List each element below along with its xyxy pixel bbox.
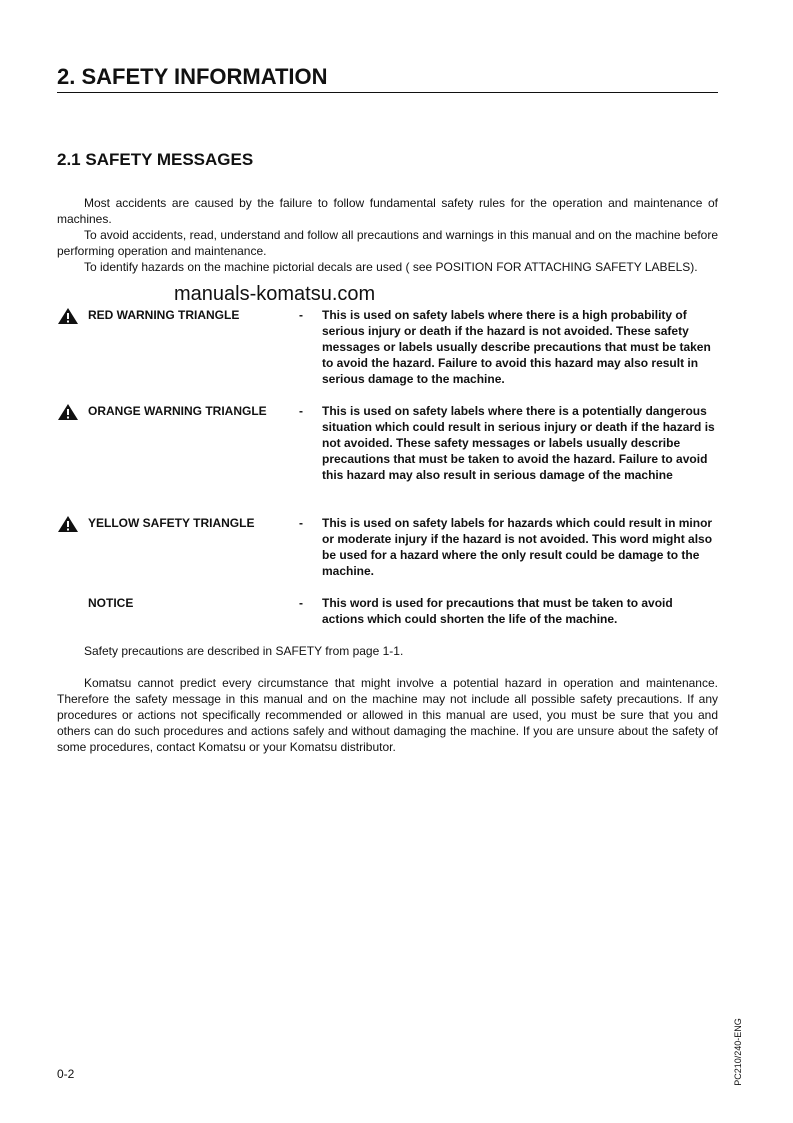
item-description: This is used on safety labels where there is a high probability of serious injury or death if the hazard is not avoided. These safety messages or labels usually describe precautions that must be taken to avoid the hazard. Failure to avoid this hazard may also result in serious damage to the machine.	[322, 308, 711, 386]
warning-triangle-icon	[57, 515, 79, 533]
intro-paragraph: To identify hazards on the machine pictorial decals are used ( see POSITION FOR ATTACHING SAFETY LABELS).	[84, 260, 698, 274]
item-description: This is used on safety labels where there is a potentially dangerous situation which could result in serious injury or death if the hazard is not avoided. These safety messages or labels usually describe precautions that must be taken to avoid the hazard. Failure to avoid this hazard may also result in serious damage of the machine	[322, 404, 715, 482]
item-description: This is used on safety labels for hazards which could result in minor or moderate injury if the hazard is not avoided. This word might also be used for a hazard where the only result could be damage to the machine.	[322, 516, 713, 578]
section-title: 2.1 SAFETY MESSAGES	[57, 150, 254, 169]
dash: -	[299, 596, 303, 610]
warning-triangle-icon	[57, 403, 79, 421]
chapter-title: 2. SAFETY INFORMATION	[57, 64, 718, 93]
closing-paragraph: Komatsu cannot predict every circumstance that might involve a potential hazard in operation and maintenance. Therefore the safety message in this manual and on the machine may not include all possible safety precautions. If any procedures or actions not specifically recommended or allowed in this manual are used, you must be sure that you and others can do such procedures and actions safely and without damaging the machine. If you are unsure about the safety of some procedures, contact Komatsu or your Komatsu distributor.	[57, 676, 718, 754]
intro-paragraph: Most accidents are caused by the failure to follow fundamental safety rules for the operation and maintenance of machines.	[57, 196, 718, 226]
item-label: ORANGE WARNING TRIANGLE	[88, 404, 267, 418]
page-number: 0-2	[57, 1067, 75, 1081]
item-label: RED WARNING TRIANGLE	[88, 308, 240, 322]
document-code: PC210/240-ENG	[733, 1018, 743, 1086]
dash: -	[299, 404, 303, 418]
item-description: This word is used for precautions that must be taken to avoid actions which could shorten the life of the machine.	[322, 596, 673, 626]
watermark: manuals-komatsu.com	[174, 283, 376, 305]
precautions-note: Safety precautions are described in SAFETY from page 1-1.	[84, 644, 404, 658]
item-label: YELLOW SAFETY TRIANGLE	[88, 516, 255, 530]
item-label: NOTICE	[88, 596, 134, 610]
dash: -	[299, 308, 303, 322]
dash: -	[299, 516, 303, 530]
intro-paragraph: To avoid accidents, read, understand and follow all precautions and warnings in this manual and on the machine before performing operation and maintenance.	[57, 228, 718, 258]
warning-triangle-icon	[57, 307, 79, 325]
